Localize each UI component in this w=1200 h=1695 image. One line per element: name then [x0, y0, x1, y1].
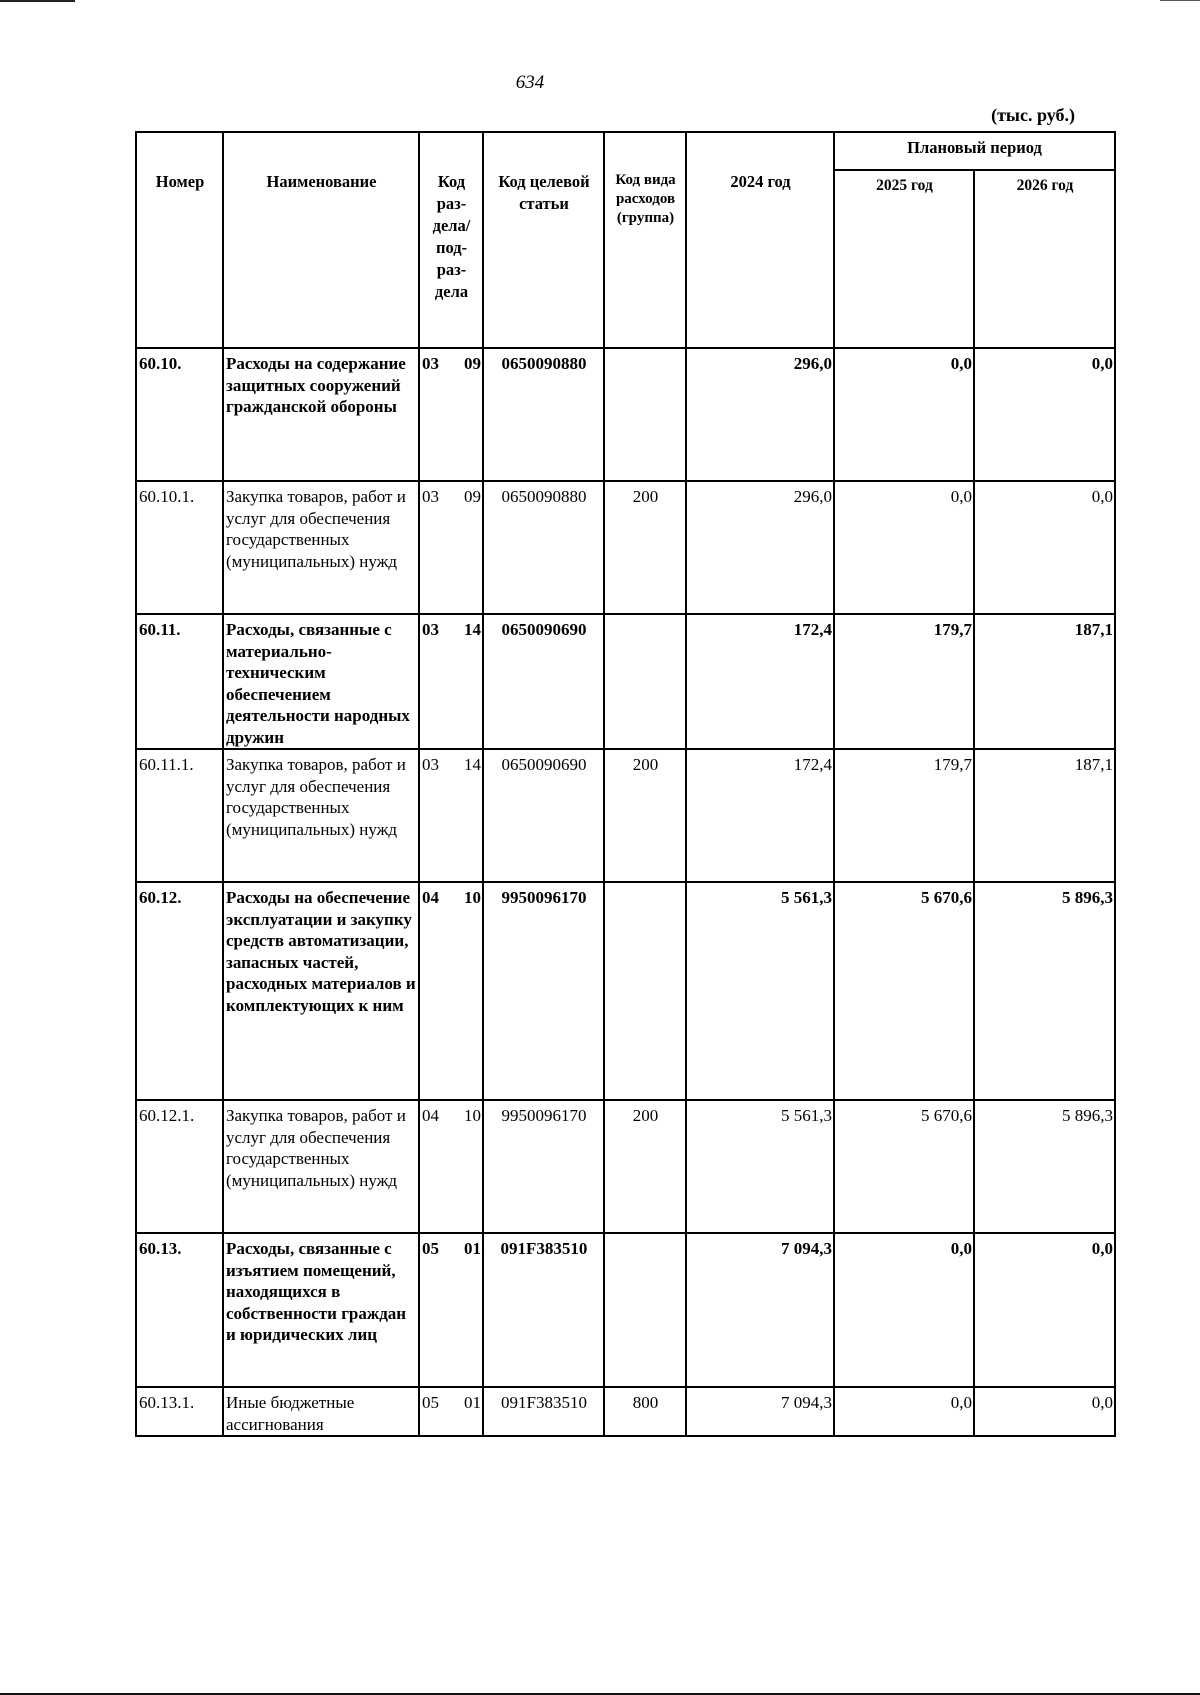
header-target-code: Код целевой статьи — [483, 132, 604, 348]
table-row — [136, 614, 1115, 749]
row-value-2026: 5 896,3 — [974, 1100, 1115, 1233]
row-section-code — [419, 1100, 483, 1233]
row-number: 60.13.1. — [136, 1387, 223, 1436]
row-number: 60.10.1. — [136, 481, 223, 614]
row-value-2025: 179,7 — [834, 614, 974, 749]
row-value-2025: 0,0 — [834, 1233, 974, 1387]
section-code-pair — [422, 887, 481, 909]
row-value-2024: 7 094,3 — [686, 1387, 834, 1436]
row-value-2026: 0,0 — [974, 1387, 1115, 1436]
row-value-2024: 296,0 — [686, 348, 834, 481]
header-row — [136, 132, 1115, 170]
row-number: 60.11. — [136, 614, 223, 749]
row-target-code: 0650090880 — [483, 348, 604, 481]
row-name: Закупка товаров, работ и услуг для обеспечения государственных (муниципальных) нужд — [223, 749, 419, 882]
row-value-2025: 5 670,6 — [834, 882, 974, 1100]
header-year-2024: 2024 год — [686, 132, 834, 348]
section-code-pair — [422, 1105, 481, 1127]
row-value-2026: 0,0 — [974, 348, 1115, 481]
row-name: Закупка товаров, работ и услуг для обеспечения государственных (муниципальных) нужд — [223, 1100, 419, 1233]
scan-edge-mark — [1160, 0, 1200, 1]
row-value-2024: 7 094,3 — [686, 1233, 834, 1387]
row-number: 60.10. — [136, 348, 223, 481]
row-value-2025: 5 670,6 — [834, 1100, 974, 1233]
row-value-2025: 0,0 — [834, 348, 974, 481]
row-section-code — [419, 614, 483, 749]
table-row — [136, 1233, 1115, 1387]
table-row — [136, 348, 1115, 481]
row-number: 60.12.1. — [136, 1100, 223, 1233]
row-section-code — [419, 749, 483, 882]
row-target-code: 0650090690 — [483, 614, 604, 749]
row-name: Иные бюджетные ассигнования — [223, 1387, 419, 1436]
subsection-code: 01 — [464, 1393, 481, 1412]
row-name: Расходы, связанные с изъятием помещений, находящихся в собственности граждан и юридических лиц — [223, 1233, 419, 1387]
row-name: Расходы на содержание защитных сооружений гражданской обороны — [223, 348, 419, 481]
row-target-code: 0650090880 — [483, 481, 604, 614]
row-target-code: 9950096170 — [483, 882, 604, 1100]
section-code-pair — [422, 1392, 481, 1414]
subsection-code: 10 — [464, 888, 481, 907]
row-target-code: 9950096170 — [483, 1100, 604, 1233]
units-label: (тыс. руб.) — [991, 105, 1075, 125]
table-row — [136, 1387, 1115, 1436]
header-expense-group: Код вида расходов (группа) — [604, 132, 686, 348]
row-value-2025: 0,0 — [834, 1387, 974, 1436]
row-section-code — [419, 348, 483, 481]
row-section-code — [419, 1233, 483, 1387]
row-value-2024: 296,0 — [686, 481, 834, 614]
row-target-code: 0650090690 — [483, 749, 604, 882]
section-code-pair — [422, 486, 481, 508]
row-value-2024: 172,4 — [686, 614, 834, 749]
row-value-2026: 187,1 — [974, 614, 1115, 749]
row-expense-group — [604, 1233, 686, 1387]
row-name: Расходы на обеспечение эксплуатации и закупку средств автоматизации, запасных частей, расходных материалов и комплектующих к ним — [223, 882, 419, 1100]
row-section-code — [419, 1387, 483, 1436]
header-number: Номер — [136, 132, 223, 348]
row-value-2026: 0,0 — [974, 481, 1115, 614]
subsection-code: 09 — [464, 354, 481, 373]
subsection-code: 09 — [464, 487, 481, 506]
section-code: 03 — [422, 620, 439, 639]
row-expense-group: 200 — [604, 749, 686, 882]
row-value-2026: 0,0 — [974, 1233, 1115, 1387]
page-number: 634 — [515, 72, 545, 93]
subsection-code: 10 — [464, 1106, 481, 1125]
header-plan-period: Плановый период — [834, 132, 1115, 170]
section-code: 03 — [422, 354, 439, 373]
row-expense-group — [604, 882, 686, 1100]
subsection-code: 01 — [464, 1239, 481, 1258]
header-section-code: Код раз- дела/ под- раз- дела — [419, 132, 483, 348]
scan-edge-mark — [0, 0, 75, 2]
row-expense-group: 800 — [604, 1387, 686, 1436]
header-year-2025: 2025 год — [834, 170, 974, 348]
subsection-code: 14 — [464, 620, 481, 639]
table-body — [136, 348, 1115, 1436]
table-row — [136, 882, 1115, 1100]
row-value-2024: 5 561,3 — [686, 1100, 834, 1233]
row-name: Расходы, связанные с материально-техническим обеспечением деятельности народных дружин — [223, 614, 419, 749]
section-code: 05 — [422, 1239, 439, 1258]
subsection-code: 14 — [464, 755, 481, 774]
row-expense-group: 200 — [604, 1100, 686, 1233]
header-year-2026: 2026 год — [974, 170, 1115, 348]
budget-table — [135, 131, 1116, 1437]
row-value-2024: 172,4 — [686, 749, 834, 882]
row-value-2026: 187,1 — [974, 749, 1115, 882]
row-section-code — [419, 882, 483, 1100]
row-expense-group — [604, 614, 686, 749]
section-code: 04 — [422, 1106, 439, 1125]
row-target-code: 091F383510 — [483, 1233, 604, 1387]
section-code: 05 — [422, 1393, 439, 1412]
row-number: 60.13. — [136, 1233, 223, 1387]
row-section-code — [419, 481, 483, 614]
row-number: 60.12. — [136, 882, 223, 1100]
section-code-pair — [422, 619, 481, 641]
row-number: 60.11.1. — [136, 749, 223, 882]
section-code: 04 — [422, 888, 439, 907]
row-expense-group — [604, 348, 686, 481]
row-value-2026: 5 896,3 — [974, 882, 1115, 1100]
section-code-pair — [422, 754, 481, 776]
row-value-2025: 0,0 — [834, 481, 974, 614]
section-code: 03 — [422, 755, 439, 774]
row-target-code: 091F383510 — [483, 1387, 604, 1436]
table-row — [136, 1100, 1115, 1233]
section-code-pair — [422, 1238, 481, 1260]
row-expense-group: 200 — [604, 481, 686, 614]
section-code: 03 — [422, 487, 439, 506]
row-value-2025: 179,7 — [834, 749, 974, 882]
header-name: Наименование — [223, 132, 419, 348]
row-value-2024: 5 561,3 — [686, 882, 834, 1100]
table-row — [136, 749, 1115, 882]
section-code-pair — [422, 353, 481, 375]
row-name: Закупка товаров, работ и услуг для обеспечения государственных (муниципальных) нужд — [223, 481, 419, 614]
table-row — [136, 481, 1115, 614]
